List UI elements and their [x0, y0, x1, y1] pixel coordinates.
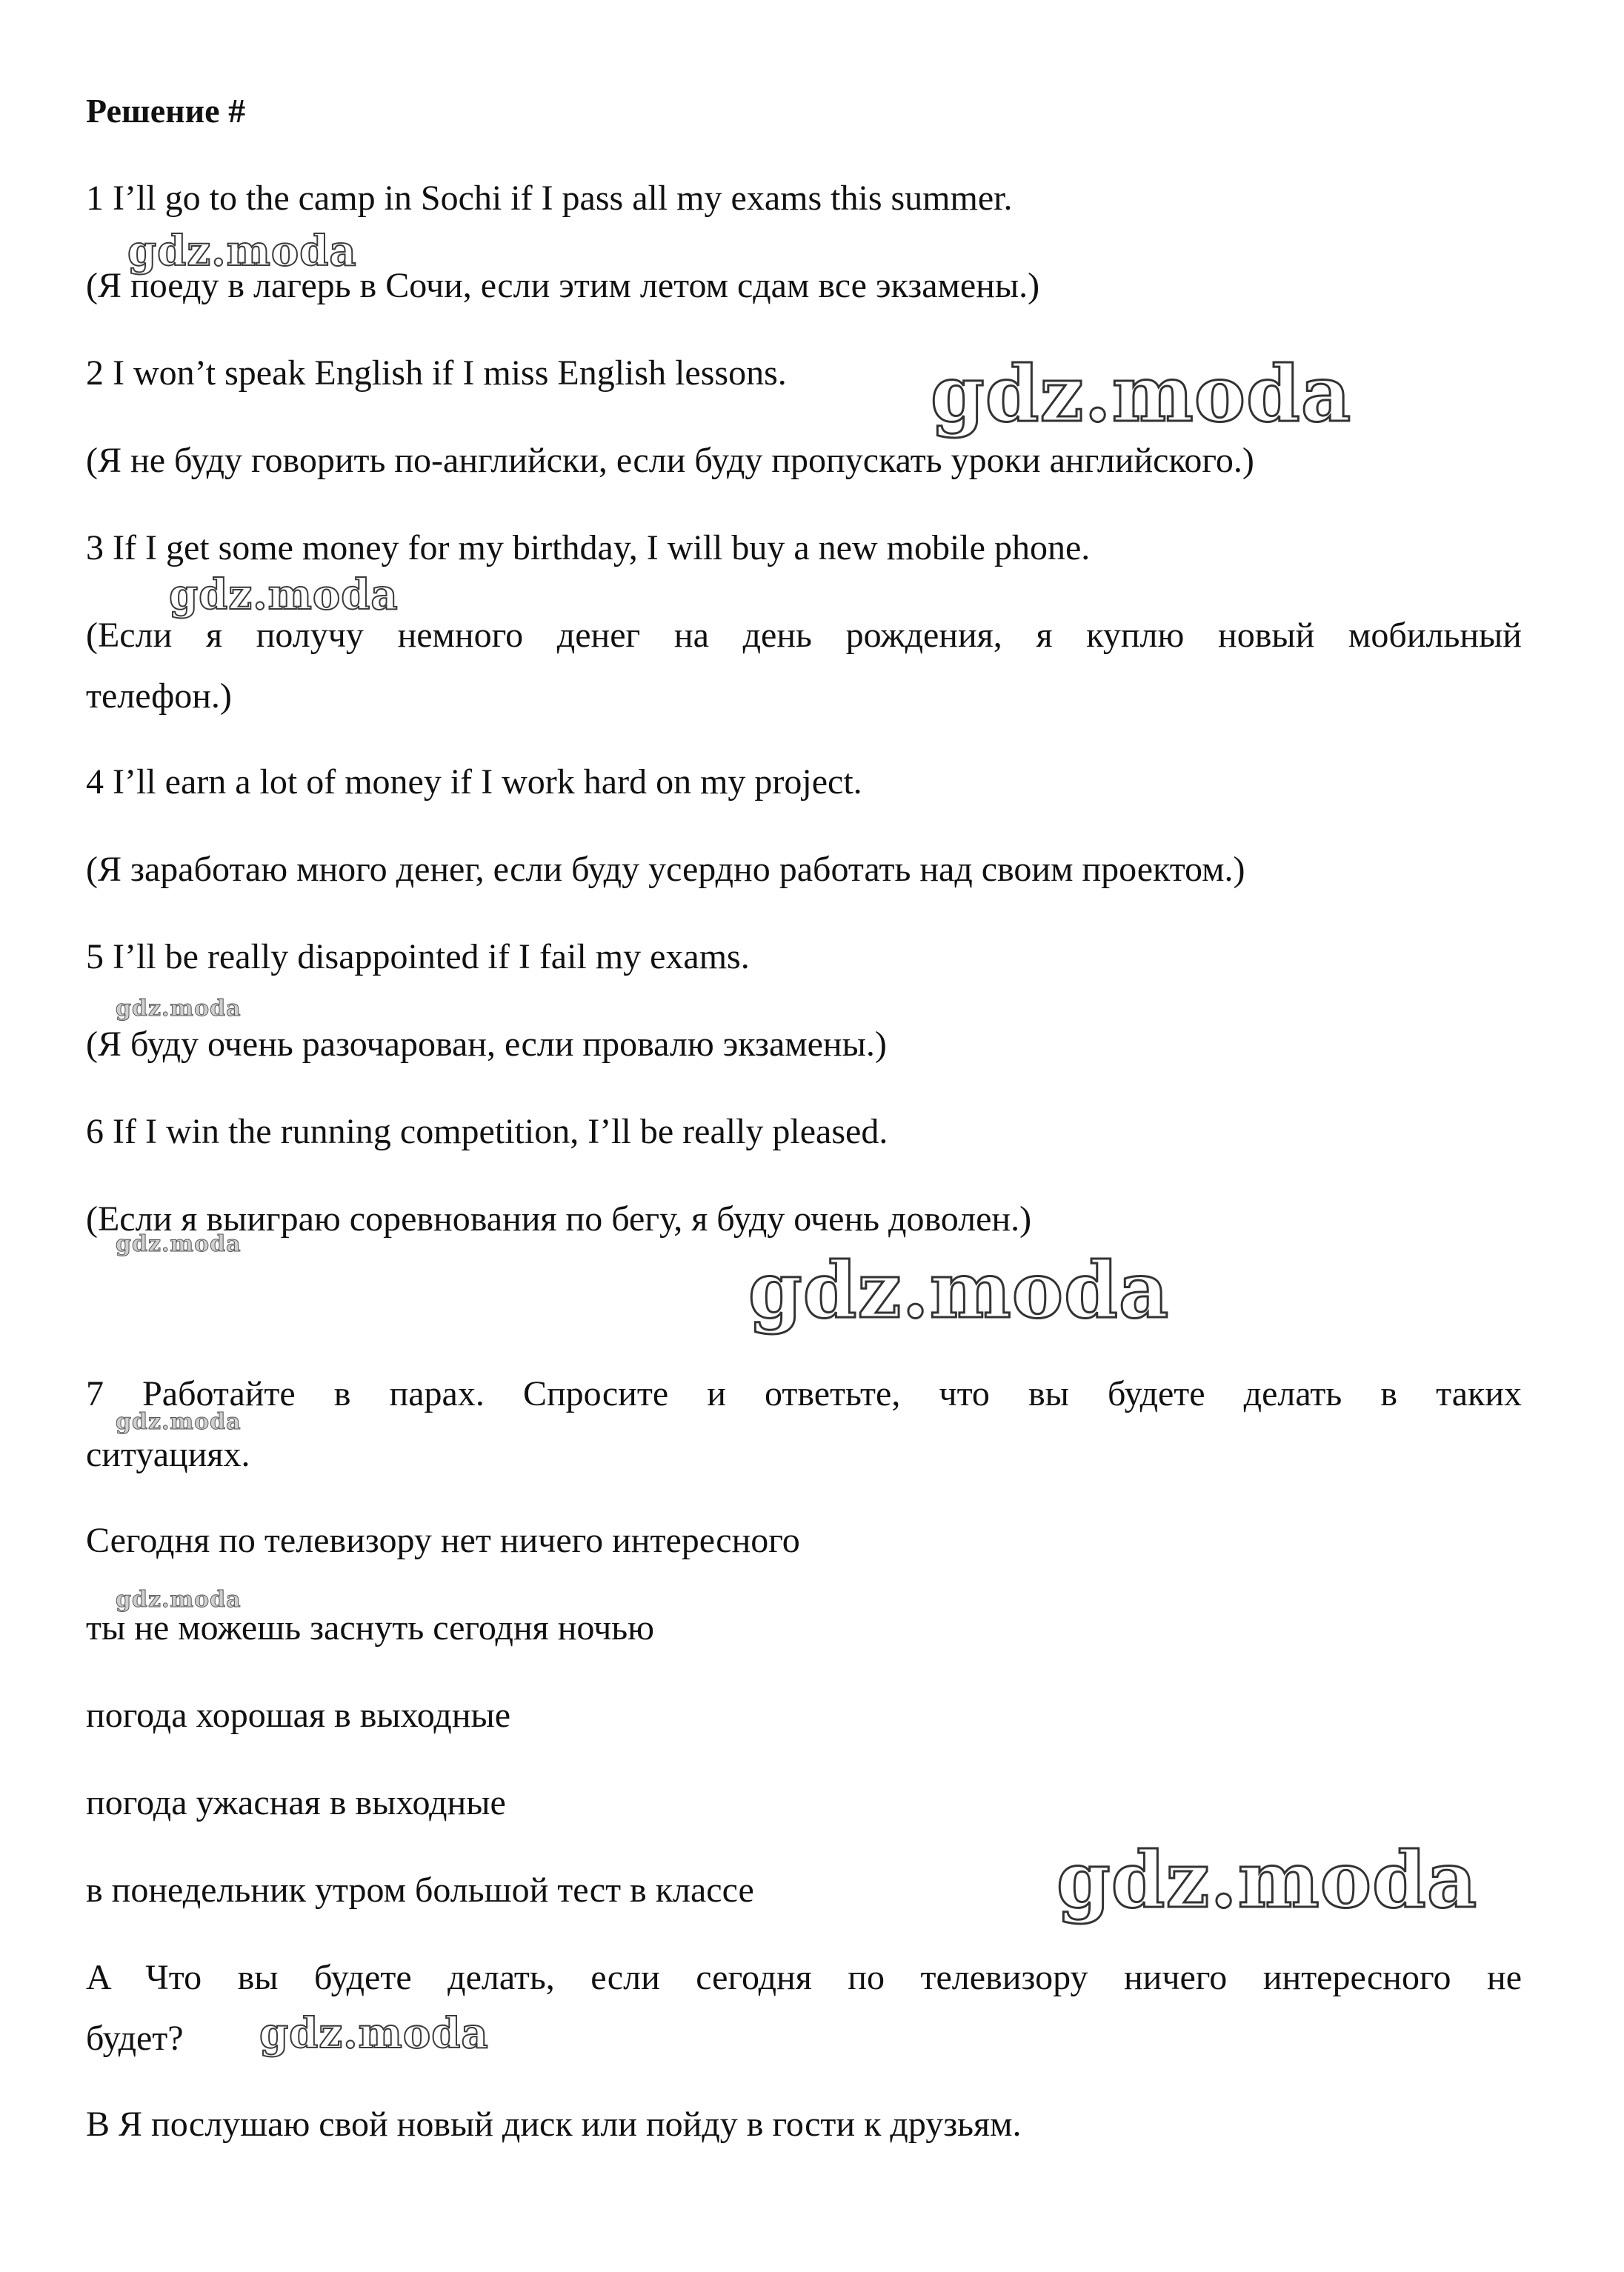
watermark-logo: gdz.moda — [169, 570, 399, 619]
answer-3-translation-line-2: телефон.) — [86, 676, 232, 716]
answer-1-translation: (Я поеду в лагерь в Сочи, если этим летом сдам все экзамены.) — [86, 266, 1040, 305]
answer-2-translation: (Я не буду говорить по-английски, если буду пропускать уроки английского.) — [86, 441, 1254, 480]
answer-3: 3 If I get some money for my birthday, I will buy a new mobile phone. — [86, 528, 1091, 567]
watermark-logo: gdz.moda — [116, 1409, 242, 1435]
answer-6: 6 If I win the running competition, I’ll be really pleased. — [86, 1112, 888, 1151]
watermark-logo: gdz.moda — [259, 2009, 489, 2058]
answer-2: 2 I won’t speak English if I miss English lessons. — [86, 353, 787, 393]
answer-6-translation: (Если я выиграю соревнования по бегу, я буду очень доволен.) — [86, 1199, 1032, 1239]
answer-3-translation-line-1: (Если я получу немного денег на день рождения, я куплю новый мобильный — [86, 616, 1522, 655]
answer-4-translation: (Я заработаю много денег, если буду усердно работать над своим проектом.) — [86, 850, 1245, 889]
situation-5: в понедельник утром большой тест в классе — [86, 1870, 754, 1910]
dialogue-a-line-1: A Что вы будете делать, если сегодня по телевизору ничего интересного не — [86, 1958, 1522, 1997]
dialogue-b: B Я послушаю свой новый диск или пойду в гости к друзьям. — [86, 2105, 1022, 2144]
situation-3: погода хорошая в выходные — [86, 1696, 511, 1735]
watermark-logo: gdz.moda — [116, 996, 242, 1022]
dialogue-a-line-2: будет? — [86, 2019, 184, 2058]
watermark-logo: gdz.moda — [116, 1587, 242, 1613]
answer-1: 1 I’ll go to the camp in Sochi if I pass all my exams this summer. — [86, 179, 1013, 218]
watermark-logo: gdz.moda — [931, 348, 1352, 439]
situation-1: Сегодня по телевизору нет ничего интересного — [86, 1521, 800, 1560]
answer-4: 4 I’ll earn a lot of money if I work hard on my project. — [86, 762, 862, 802]
watermark-logo: gdz.moda — [127, 227, 357, 276]
situation-4: погода ужасная в выходные — [86, 1783, 506, 1822]
exercise-7-line-1: 7 Работайте в парах. Спросите и ответьте, что вы будете делать в таких — [86, 1374, 1522, 1413]
watermark-logo: gdz.moda — [116, 1231, 242, 1257]
page-title: Решение # — [86, 92, 246, 130]
answer-5-translation: (Я буду очень разочарован, если провалю экзамены.) — [86, 1025, 887, 1064]
watermark-logo: gdz.moda — [748, 1245, 1170, 1336]
watermark-logo: gdz.moda — [1056, 1834, 1478, 1925]
answer-5: 5 I’ll be really disappointed if I fail my exams. — [86, 937, 750, 976]
exercise-7-line-2: ситуациях. — [86, 1435, 250, 1474]
situation-2: ты не можешь заснуть сегодня ночью — [86, 1608, 655, 1648]
